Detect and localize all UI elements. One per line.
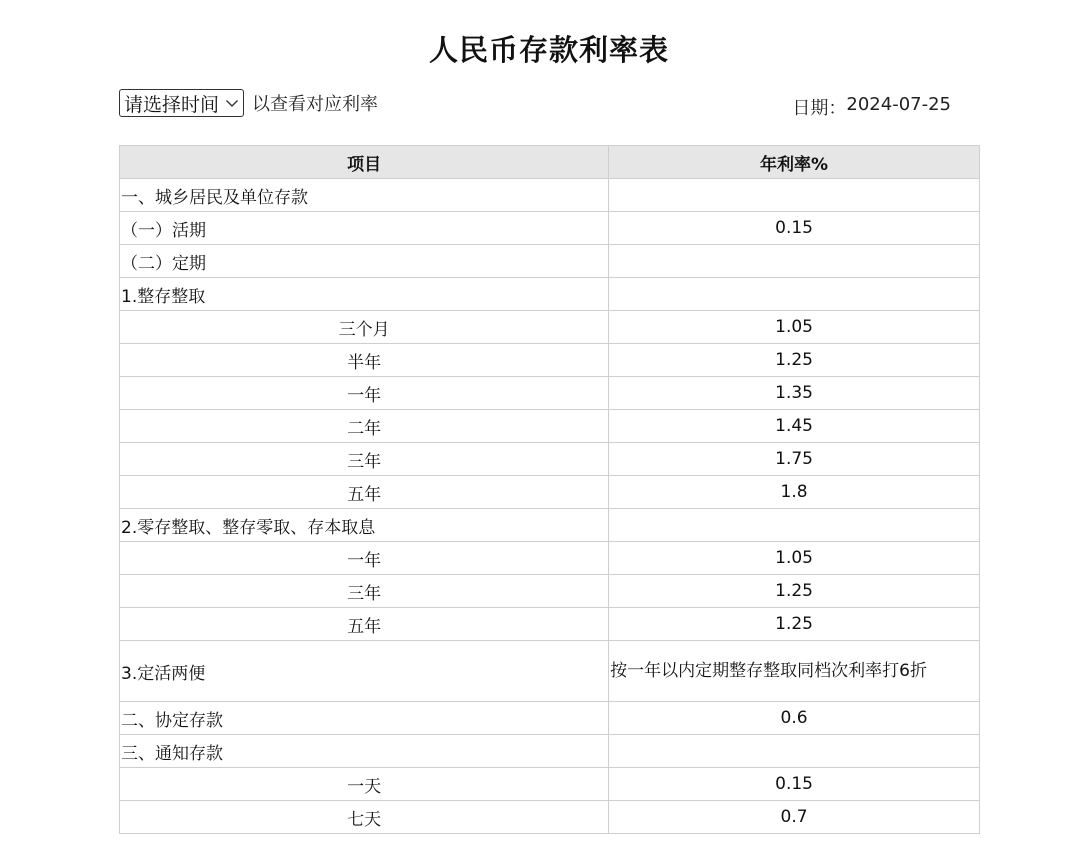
table-row	[120, 702, 980, 735]
row-rate: 1.25	[609, 608, 980, 641]
row-rate: 1.75	[609, 443, 980, 476]
table-row	[120, 768, 980, 801]
row-rate: 1.25	[609, 575, 980, 608]
row-rate	[609, 278, 980, 311]
table-row	[120, 377, 980, 410]
table-row	[120, 509, 980, 542]
row-item: （一）活期	[120, 212, 609, 245]
row-rate: 0.6	[609, 702, 980, 735]
row-rate: 0.7	[609, 801, 980, 834]
table-row	[120, 735, 980, 768]
table-row	[120, 179, 980, 212]
row-rate: 1.35	[609, 377, 980, 410]
row-item: 二年	[120, 410, 609, 443]
row-rate: 0.15	[609, 212, 980, 245]
row-item: 七天	[120, 801, 609, 834]
row-item: 半年	[120, 344, 609, 377]
date-display	[792, 94, 951, 120]
row-item: 一年	[120, 542, 609, 575]
date-value: 2024-07-25	[846, 94, 951, 115]
select-hint: 以查看对应利率	[252, 94, 379, 115]
toolbar	[119, 88, 378, 118]
row-item: 一天	[120, 768, 609, 801]
table-header-row	[120, 146, 980, 179]
table-row	[120, 476, 980, 509]
header-rate: 年利率%	[609, 146, 980, 179]
rates-table	[119, 145, 980, 834]
row-item: 一、城乡居民及单位存款	[120, 179, 609, 212]
row-rate: 1.25	[609, 344, 980, 377]
row-item: 1.整存整取	[120, 278, 609, 311]
row-rate	[609, 509, 980, 542]
table-row	[120, 608, 980, 641]
row-item: 3.定活两便	[120, 641, 609, 702]
date-label: 日期：	[792, 98, 847, 119]
table-row	[120, 542, 980, 575]
chevron-down-icon	[225, 98, 239, 108]
table-row	[120, 311, 980, 344]
row-rate: 1.05	[609, 311, 980, 344]
row-item: 2.零存整取、整存零取、存本取息	[120, 509, 609, 542]
row-item: 二、协定存款	[120, 702, 609, 735]
table-row	[120, 245, 980, 278]
table-row	[120, 801, 980, 834]
row-rate: 1.05	[609, 542, 980, 575]
table-row	[120, 443, 980, 476]
page-title: 人民币存款利率表	[428, 33, 669, 67]
row-rate: 1.8	[609, 476, 980, 509]
table-row	[120, 575, 980, 608]
row-rate	[609, 245, 980, 278]
time-select[interactable]	[119, 89, 244, 117]
row-item: 一年	[120, 377, 609, 410]
time-select-value: 请选择时间	[124, 93, 220, 116]
row-item: 五年	[120, 608, 609, 641]
table-row	[120, 641, 980, 702]
table-row	[120, 278, 980, 311]
row-item: 三个月	[120, 311, 609, 344]
row-item: 三、通知存款	[120, 735, 609, 768]
row-rate	[609, 179, 980, 212]
table-row	[120, 344, 980, 377]
row-rate	[609, 735, 980, 768]
row-item: 三年	[120, 443, 609, 476]
row-rate: 1.45	[609, 410, 980, 443]
header-item: 项目	[120, 146, 609, 179]
rates-table-body	[120, 179, 980, 834]
row-item: （二）定期	[120, 245, 609, 278]
table-row	[120, 212, 980, 245]
row-rate-note: 按一年以内定期整存整取同档次利率打6折	[609, 641, 980, 702]
row-item: 三年	[120, 575, 609, 608]
table-row	[120, 410, 980, 443]
row-rate: 0.15	[609, 768, 980, 801]
row-item: 五年	[120, 476, 609, 509]
